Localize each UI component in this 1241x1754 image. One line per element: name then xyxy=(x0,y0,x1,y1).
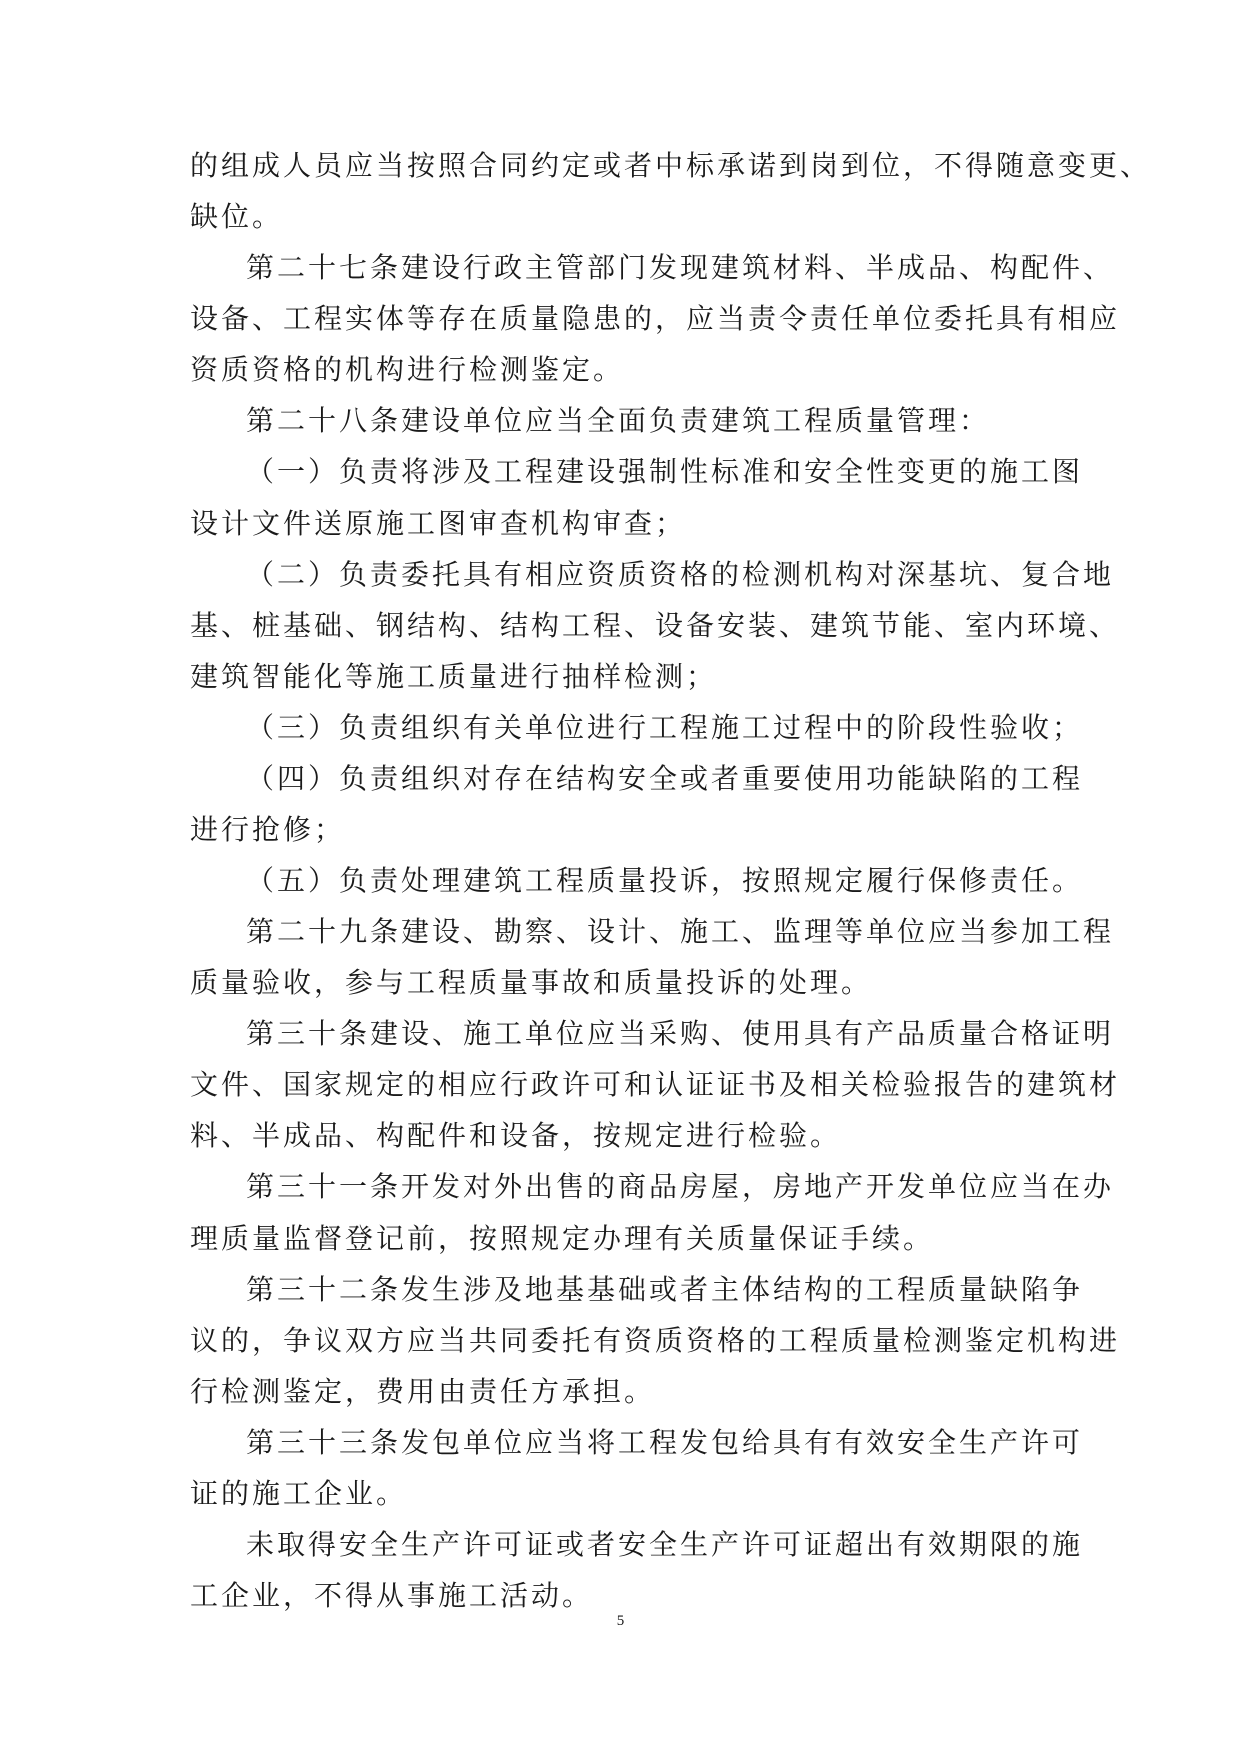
text-line: 建筑智能化等施工质量进行抽样检测； xyxy=(190,660,718,693)
text-line: 证的施工企业。 xyxy=(190,1477,408,1510)
text-line: 文件、国家规定的相应行政许可和认证证书及相关检验报告的建筑材 xyxy=(190,1068,1121,1101)
page-number: 5 xyxy=(616,1613,625,1629)
article-29-line: 第二十九条建设、勘察、设计、施工、监理等单位应当参加工程 xyxy=(246,915,1115,948)
text-line: 料、半成品、构配件和设备，按规定进行检验。 xyxy=(190,1119,842,1152)
article-32-line: 第三十二条发生涉及地基基础或者主体结构的工程质量缺陷争 xyxy=(246,1273,1084,1306)
text-line: 行检测鉴定，费用由责任方承担。 xyxy=(190,1375,656,1408)
item-5-line: （五）负责处理建筑工程质量投诉，按照规定履行保修责任。 xyxy=(246,864,1084,897)
final-paragraph-line: 未取得安全生产许可证或者安全生产许可证超出有效期限的施 xyxy=(246,1528,1084,1561)
item-4-line: （四）负责组织对存在结构安全或者重要使用功能缺陷的工程 xyxy=(246,762,1084,795)
item-3-line: （三）负责组织有关单位进行工程施工过程中的阶段性验收； xyxy=(246,711,1084,744)
text-line: 理质量监督登记前，按照规定办理有关质量保证手续。 xyxy=(190,1222,935,1255)
item-1-line: （一）负责将涉及工程建设强制性标准和安全性变更的施工图 xyxy=(246,455,1084,488)
article-31-line: 第三十一条开发对外出售的商品房屋，房地产开发单位应当在办 xyxy=(246,1170,1115,1203)
article-28-line: 第二十八条建设单位应当全面负责建筑工程质量管理： xyxy=(246,404,991,437)
article-30-line: 第三十条建设、施工单位应当采购、使用具有产品质量合格证明 xyxy=(246,1017,1115,1050)
text-line: 质量验收，参与工程质量事故和质量投诉的处理。 xyxy=(190,966,873,999)
text-line: 基、桩基础、钢结构、结构工程、设备安装、建筑节能、室内环境、 xyxy=(190,609,1121,642)
text-line: 设备、工程实体等存在质量隐患的，应当责令责任单位委托具有相应 xyxy=(190,302,1121,335)
item-2-line: （二）负责委托具有相应资质资格的检测机构对深基坑、复合地 xyxy=(246,558,1115,591)
article-33-line: 第三十三条发包单位应当将工程发包给具有有效安全生产许可 xyxy=(246,1426,1084,1459)
text-line: 工企业，不得从事施工活动。 xyxy=(190,1579,594,1612)
article-27-line: 第二十七条建设行政主管部门发现建筑材料、半成品、构配件、 xyxy=(246,251,1115,284)
text-line: 的组成人员应当按照合同约定或者中标承诺到岗到位，不得随意变更、 xyxy=(190,149,1152,182)
text-line: 资质资格的机构进行检测鉴定。 xyxy=(190,353,625,386)
text-line: 缺位。 xyxy=(190,200,284,233)
text-line: 进行抢修； xyxy=(190,813,346,846)
text-line: 议的，争议双方应当共同委托有资质资格的工程质量检测鉴定机构进 xyxy=(190,1324,1121,1357)
text-line: 设计文件送原施工图审查机构审查； xyxy=(190,507,687,540)
